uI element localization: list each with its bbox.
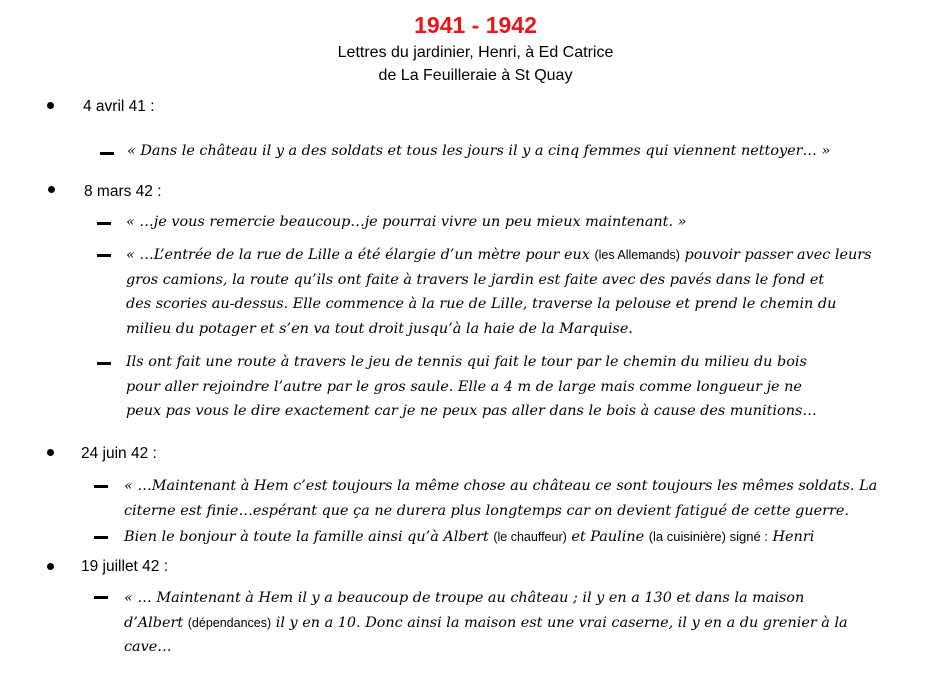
bullet-icon bbox=[48, 186, 55, 193]
quote-line: « …Maintenant à Hem c’est toujours la même chose au château ce sont toujours les mêmes soldats. La bbox=[124, 478, 878, 494]
quote-line: cave… bbox=[124, 639, 172, 655]
quote-line: gros camions, la route qu’ils ont faite à travers le jardin est faite avec des pavés dans le fond et bbox=[126, 271, 825, 288]
entry-date: 19 juillet 42 : bbox=[81, 558, 169, 575]
bullet-icon bbox=[47, 563, 54, 570]
dash-icon bbox=[94, 485, 108, 488]
quote-paragraph bbox=[127, 139, 830, 164]
quote-paragraph bbox=[124, 586, 848, 660]
dash-icon bbox=[97, 222, 111, 225]
quote-line: des scories au-dessus. Elle commence à la rue de Lille, traverse la pelouse et prend le chemin du bbox=[126, 296, 837, 312]
note-les-allemands: (les Allemands) bbox=[594, 248, 680, 262]
entry-date: 8 mars 42 : bbox=[84, 183, 162, 200]
quote-line: citerne est finie…espérant que ça ne durera plus longtemps car on devient fatigué de cette guerre. bbox=[124, 502, 849, 519]
entry-date: 4 avril 41 : bbox=[83, 98, 155, 115]
quote-line: d’Albert (dépendances) il y en a 10. Donc ainsi la maison est une vrai caserne, il y en a du grenier à la bbox=[124, 614, 848, 631]
bullet-icon bbox=[47, 102, 54, 109]
quote-line: Bien le bonjour à toute la famille ainsi qu’à Albert (le chauffeur) et Pauline (la cuisinière) signé : Henri bbox=[124, 529, 815, 545]
quote-paragraph bbox=[124, 474, 877, 523]
quote-line: « Dans le château il y a des soldats et tous les jours il y a cinq femmes qui viennent nettoyer… » bbox=[127, 143, 831, 159]
dash-icon bbox=[94, 536, 108, 539]
note-la-cuisiniere: (la cuisinière) signé : bbox=[648, 529, 768, 544]
dash-icon bbox=[97, 254, 111, 257]
quote-line: « … Maintenant à Hem il y a beaucoup de troupe au château ; il y en a 130 et dans la maison bbox=[124, 590, 805, 606]
subtitle-line-2: de La Feuilleraie à St Quay bbox=[378, 67, 573, 84]
quote-paragraph bbox=[126, 210, 686, 235]
bullet-icon bbox=[47, 449, 54, 456]
quote-line: pour aller rejoindre l’autre par le gros saule. Elle a 4 m de large mais comme longueur je ne bbox=[126, 378, 802, 395]
quote-paragraph bbox=[126, 243, 872, 341]
quote-line: Ils ont fait une route à travers le jeu de tennis qui fait le tour par le chemin du milieu du bois bbox=[126, 354, 807, 370]
dash-icon bbox=[97, 362, 111, 365]
note-dependances: (dépendances) bbox=[187, 615, 272, 630]
dash-icon bbox=[100, 152, 114, 155]
quote-line: peux pas vous le dire exactement car je ne peux pas aller dans le bois à cause des munitions… bbox=[126, 403, 817, 419]
signature: Henri bbox=[772, 529, 815, 545]
quote-line: « …je vous remercie beaucoup…je pourrai vivre un peu mieux maintenant. » bbox=[126, 214, 687, 230]
dash-icon bbox=[94, 596, 108, 599]
note-le-chauffeur: (le chauffeur) bbox=[493, 530, 567, 544]
entry-date: 24 juin 42 : bbox=[81, 445, 157, 462]
quote-line-1: « …L’entrée de la rue de Lille a été élargie d’un mètre pour eux (les Allemands) pouvoir passer avec leurs bbox=[126, 247, 872, 263]
quote-paragraph bbox=[126, 350, 817, 424]
quote-line: milieu du potager et s’en va tout droit jusqu’à la haie de la Marquise. bbox=[126, 320, 633, 337]
quote-paragraph bbox=[124, 525, 814, 550]
page-title: 1941 - 1942 bbox=[414, 12, 537, 38]
subtitle-line-1: Lettres du jardinier, Henri, à Ed Catrice bbox=[337, 44, 614, 61]
